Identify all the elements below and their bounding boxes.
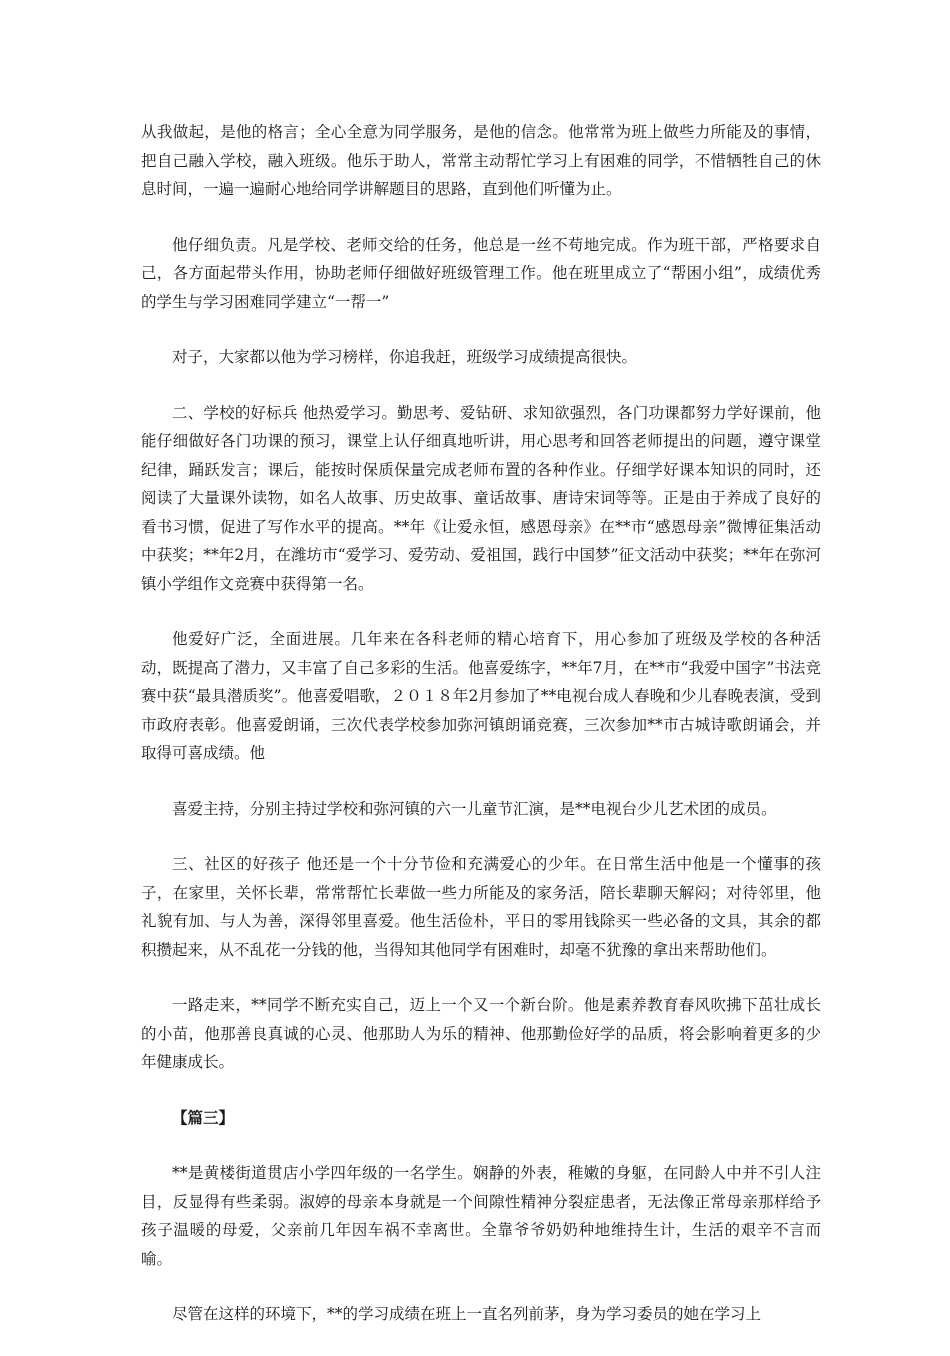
paragraph-10: 尽管在这样的环境下，**的学习成绩在班上一直名列前茅，身为学习委员的她在学习上 xyxy=(172,1305,762,1323)
paragraph-3: 对子，大家都以他为学习榜样，你追我赶，班级学习成绩提高很快。 xyxy=(172,348,638,366)
document-page xyxy=(141,118,821,1356)
paragraph-2: 他仔细负责。凡是学校、老师交给的任务，他总是一丝不苟地完成。作为班干部，严格要求自己，各方面起带头作用，协助老师仔细做好班级管理工作。他在班里成立了“帮困小组”，成绩优秀的学生与学习困难同学建立“一帮一” xyxy=(141,235,821,311)
paragraph-1: 从我做起，是他的格言；全心全意为同学服务，是他的信念。他常常为班上做些力所能及的事情，把自己融入学校，融入班级。他乐于助人，常常主动帮忙学习上有困难的同学，不惜牺牲自己的休息时间，一遍一遍耐心地给同学讲解题目的思路，直到他们听懂为止。 xyxy=(141,123,821,198)
paragraph-7: 三、社区的好孩子 他还是一个十分节俭和充满爱心的少年。在日常生活中他是一个懂事的孩子，在家里，关怀长辈，常常帮忙长辈做一些力所能及的家务活，陪长辈聊天解闷；对待邻里，他礼貌有加、与人为善，深得邻里喜爱。他生活俭朴，平日的零用钱除买一些必备的文具，其余的都积攒起来，从不乱花一分钱的他，当得知其他同学有困难时，却毫不犹豫的拿出来帮助他们。 xyxy=(141,855,821,959)
paragraph-4: 二、学校的好标兵 他热爱学习。勤思考、爱钻研、求知欲强烈，各门功课都努力学好课前，他能仔细做好各门功课的预习，课堂上认仔细真地听讲，用心思考和回答老师提出的问题，遵守课堂纪律，踊跃发言；课后，能按时保质保量完成老师布置的各种作业。仔细学好课本知识的同时，还阅读了大量课外读物，如名人故事、历史故事、童话故事、唐诗宋词等等。正是由于养成了良好的看书习惯，促进了写作水平的提高。**年《让爱永恒，感恩母亲》在**市“感恩母亲”微博征集活动中获奖；**年2月，在潍坊市“爱学习、爱劳动、爱祖国，践行中国梦”征文活动中获奖；**年在弥河镇小学组作文竞赛中获得第一名。 xyxy=(141,403,821,593)
paragraph-6: 喜爱主持，分别主持过学校和弥河镇的六一儿童节汇演，是**电视台少儿艺术团的成员。 xyxy=(172,799,777,818)
paragraph-9: **是黄楼街道贯店小学四年级的一名学生。娴静的外表，稚嫩的身躯，在同龄人中并不引人注目，反显得有些柔弱。淑婷的母亲本身就是一个间隙性精神分裂症患者，无法像正常母亲那样给予孩子温暖的母爱，父亲前几年因车祸不幸离世。全靠爷爷奶奶种地维持生计，生活的艰辛不言而喻。 xyxy=(141,1164,821,1268)
paragraph-5: 他爱好广泛，全面进展。几年来在各科老师的精心培育下，用心参加了班级及学校的各种活动，既提高了潜力，又丰富了自己多彩的生活。他喜爱练字，**年7月，在**市“我爱中国字”书法竞赛中获“最具潜质奖”。他喜爱唱歌，２０１８年2月参加了**电视台成人春晚和少儿春晚表演，受到市政府表彰。他喜爱朗诵，三次代表学校参加弥河镇朗诵竞赛，三次参加**市古城诗歌朗诵会，并取得可喜成绩。他 xyxy=(141,630,821,762)
section-heading: 【篇三】 xyxy=(172,1107,235,1127)
paragraph-8: 一路走来，**同学不断充实自己，迈上一个又一个新台阶。他是素养教育春风吹拂下茁壮成长的小苗，他那善良真诚的心灵、他那助人为乐的精神、他那勤俭好学的品质，将会影响着更多的少年健康成长。 xyxy=(141,996,821,1071)
